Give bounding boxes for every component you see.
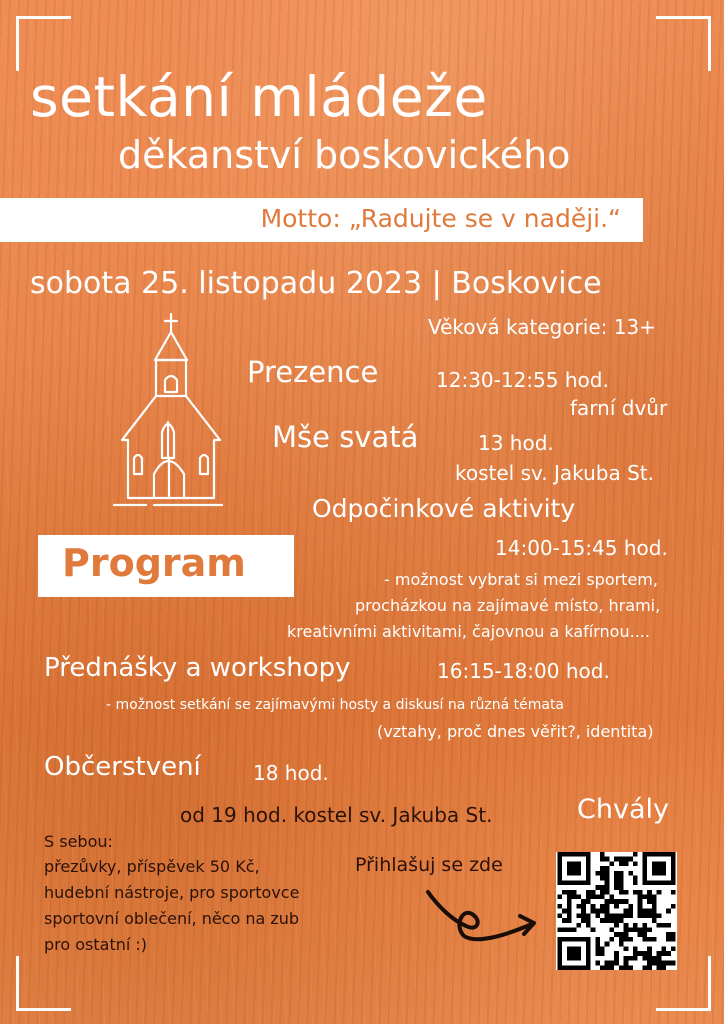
frame-corner-top-left	[16, 16, 71, 71]
obcerstveni-heading: Občerstvení	[44, 752, 201, 782]
prezence-heading: Prezence	[247, 355, 379, 389]
odpocinek-desc-line-1: - možnost vybrat si mezi sportem,	[384, 570, 658, 589]
bring-heading: S sebou:	[44, 832, 113, 851]
motto-text: Motto: „Radujte se v naději.“	[260, 204, 621, 233]
prednasky-time: 16:15-18:00 hod.	[437, 659, 610, 683]
registration-qr-code[interactable]	[556, 852, 677, 970]
program-badge	[38, 535, 294, 597]
odpocinek-desc-line-2: procházkou na zajímavé místo, hrami,	[355, 596, 661, 615]
chvaly-heading: Chvály	[577, 794, 669, 825]
frame-corner-bottom-left	[16, 956, 71, 1011]
register-label: Přihlašuj se zde	[355, 854, 503, 876]
mse-place: kostel sv. Jakuba St.	[455, 461, 655, 485]
prednasky-desc-line-1: - možnost setkání se zajímavými hosty a diskusí na různá témata	[106, 697, 565, 713]
chvaly-info: od 19 hod. kostel sv. Jakuba St.	[180, 803, 493, 827]
odpocinek-desc-line-3: kreativními aktivitami, čajovnou a kafírnou....	[287, 622, 650, 641]
odpocinek-time: 14:00-15:45 hod.	[495, 536, 668, 560]
odpocinek-heading: Odpočinkové aktivity	[312, 494, 576, 523]
church-icon	[110, 312, 230, 512]
event-date: sobota 25. listopadu 2023 | Boskovice	[30, 266, 602, 301]
poster-subtitle: děkanství boskovického	[118, 133, 571, 177]
mse-heading: Mše svatá	[272, 420, 419, 454]
age-category: Věková kategorie: 13+	[428, 315, 656, 339]
curly-arrow-icon	[420, 880, 550, 950]
bring-line-2: hudební nástroje, pro sportovce	[44, 883, 300, 902]
bring-line-1: přezůvky, příspěvek 50 Kč,	[44, 857, 260, 876]
program-label: Program	[62, 541, 246, 585]
motto-banner	[0, 198, 643, 242]
obcerstveni-time: 18 hod.	[253, 761, 329, 785]
frame-corner-top-right	[656, 16, 711, 71]
poster-title: setkání mládeže	[30, 65, 488, 129]
bring-line-3: sportovní oblečení, něco na zub	[44, 909, 300, 928]
prezence-place: farní dvůr	[570, 396, 668, 420]
prezence-time: 12:30-12:55 hod.	[436, 368, 609, 392]
bring-line-4: pro ostatní :)	[44, 935, 148, 954]
prednasky-heading: Přednášky a workshopy	[44, 653, 351, 683]
qr-code-icon	[556, 852, 677, 970]
mse-time: 13 hod.	[478, 431, 554, 455]
prednasky-desc-line-2: (vztahy, proč dnes věřit?, identita)	[377, 722, 654, 741]
